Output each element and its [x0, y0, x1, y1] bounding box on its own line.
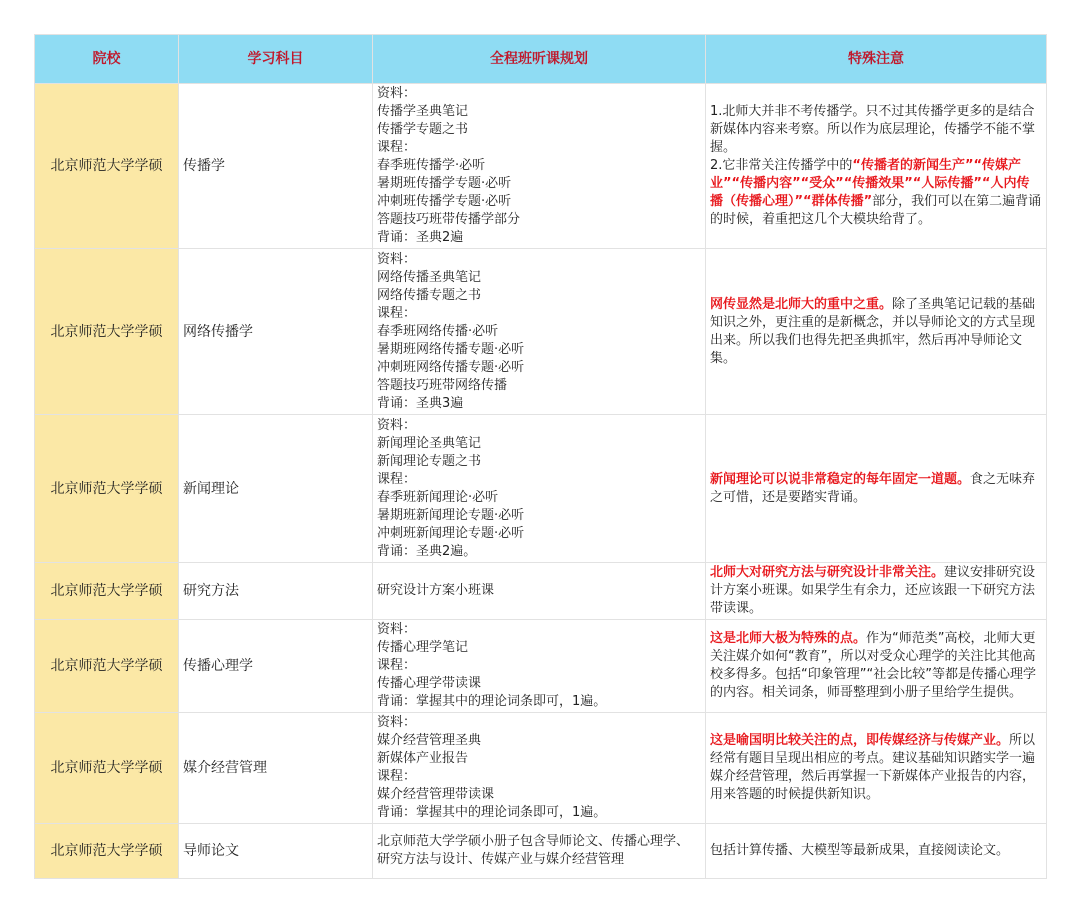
study-plan-table	[34, 34, 1047, 879]
plan-line: 课程：	[377, 658, 417, 673]
plan-line: 资料：	[377, 86, 417, 101]
note-paragraph-2	[710, 157, 1042, 229]
school-cell: 北京师范大学学硕	[35, 713, 179, 824]
school-cell: 北京师范大学学硕	[35, 415, 179, 563]
plan-line: 背诵：圣典2遍。	[377, 543, 477, 559]
plan-line: 资料：	[377, 417, 417, 433]
plan-line: 媒介经营管理圣典	[377, 733, 482, 748]
plan-line: 背诵：掌握其中的理论词条即可，1遍。	[377, 694, 607, 709]
subject-cell: 传播学	[179, 84, 373, 249]
plan-line: 网络传播专题之书	[377, 287, 482, 303]
table-row	[35, 620, 1047, 713]
header-school: 院校	[35, 35, 179, 84]
note-text: 部分，我们可以在第二遍背诵的时候，着重把这几个大模块给背了。	[710, 194, 1042, 227]
plan-cell	[373, 415, 706, 563]
plan-line: 冲刺班网络传播专题·必听	[377, 359, 525, 375]
table-row	[35, 713, 1047, 824]
plan-cell	[373, 249, 706, 415]
note-highlight: 新闻理论可以说非常稳定的每年固定一道题。	[710, 471, 971, 487]
plan-line: 背诵：圣典2遍	[377, 230, 464, 245]
note-highlight: 北师大对研究方法与研究设计非常关注。	[710, 565, 945, 580]
note-cell	[706, 415, 1047, 563]
plan-line: 背诵：掌握其中的理论词条即可，1遍。	[377, 805, 607, 820]
plan-line: 课程：	[377, 769, 417, 784]
header-row	[35, 35, 1047, 84]
note-highlight: 这是喻国明比较关注的点，即传媒经济与传媒产业。	[710, 733, 1010, 748]
note-highlight: 这是北师大极为特殊的点。	[710, 631, 867, 646]
plan-line: 春季班新闻理论·必听	[377, 489, 499, 505]
header-subject: 学习科目	[179, 35, 373, 84]
plan-line: 资料：	[377, 622, 417, 637]
note-cell	[706, 620, 1047, 713]
note-paragraph-1: 1.北师大并非不考传播学。只不过其传播学更多的是结合新媒体内容来考察。所以作为底层理论，传播学不能不掌握。	[710, 104, 1036, 155]
plan-line: 传播心理学笔记	[377, 640, 469, 655]
table-row	[35, 84, 1047, 249]
note-text: 所以经常有题目呈现出相应的考点。建议基础知识踏实学一遍媒介经营管理，然后再掌握一下新媒体产业报告的内容，用来答题的时候提供新知识。	[710, 733, 1036, 802]
plan-line: 网络传播圣典笔记	[377, 269, 482, 285]
table-row	[35, 824, 1047, 879]
note-highlight: “传播者的新闻生产”“传媒产业”“传播内容”“受众”“传播效果”“人际传播”“人内传播（传播心理）”“群体传播”	[710, 158, 1030, 209]
subject-cell: 传播心理学	[179, 620, 373, 713]
plan-line: 传播学圣典笔记	[377, 104, 469, 119]
subject-cell: 导师论文	[179, 824, 373, 879]
note-cell	[706, 713, 1047, 824]
subject-cell: 媒介经营管理	[179, 713, 373, 824]
plan-cell	[373, 620, 706, 713]
subject-cell: 研究方法	[179, 563, 373, 620]
plan-cell: 北京师范大学学硕小册子包含导师论文、传播心理学、研究方法与设计、传媒产业与媒介经营管理	[373, 824, 706, 879]
school-cell: 北京师范大学学硕	[35, 249, 179, 415]
plan-line: 答题技巧班带传播学部分	[377, 212, 521, 227]
plan-line: 暑期班网络传播专题·必听	[377, 341, 525, 357]
note-text: 建议安排研究设计方案小班课。如果学生有余力，还应该跟一下研究方法带读课。	[710, 565, 1036, 616]
school-cell: 北京师范大学学硕	[35, 84, 179, 249]
plan-line: 暑期班传播学专题·必听	[377, 176, 512, 191]
note-cell: 包括计算传播、大模型等最新成果，直接阅读论文。	[706, 824, 1047, 879]
note-text: 2.它非常关注传播学中的	[710, 158, 853, 173]
plan-line: 课程：	[377, 305, 417, 321]
plan-line: 春季班网络传播·必听	[377, 323, 499, 339]
note-cell	[706, 84, 1047, 249]
school-cell: 北京师范大学学硕	[35, 620, 179, 713]
plan-line: 课程：	[377, 471, 417, 487]
plan-line: 冲刺班传播学专题·必听	[377, 194, 512, 209]
plan-line: 传播学专题之书	[377, 122, 469, 137]
header-notes: 特殊注意	[706, 35, 1047, 84]
plan-line: 资料：	[377, 251, 417, 267]
plan-line: 媒介经营管理带读课	[377, 787, 495, 802]
table-row	[35, 415, 1047, 563]
header-plan: 全程班听课规划	[373, 35, 706, 84]
subject-cell: 新闻理论	[179, 415, 373, 563]
plan-line: 背诵：圣典3遍	[377, 395, 464, 411]
plan-cell	[373, 84, 706, 249]
school-cell: 北京师范大学学硕	[35, 824, 179, 879]
plan-line: 暑期班新闻理论专题·必听	[377, 507, 525, 523]
plan-line: 课程：	[377, 140, 417, 155]
note-text: 除了圣典笔记记载的基础知识之外，更注重的是新概念，并以导师论文的方式呈现出来。所以我们也得先把圣典抓牢，然后再冲导师论文集。	[710, 296, 1036, 366]
plan-line: 冲刺班新闻理论专题·必听	[377, 525, 525, 541]
note-cell	[706, 563, 1047, 620]
note-text: 作为“师范类”高校，北师大更关注媒介如何“教育”，所以对受众心理学的关注比其他高校多得多。包括“印象管理”“社会比较”等都是传播心理学的内容。相关词条，师哥整理到小册子里给学生提供。	[710, 631, 1036, 700]
plan-line: 资料：	[377, 715, 417, 730]
subject-cell: 网络传播学	[179, 249, 373, 415]
plan-cell	[373, 713, 706, 824]
plan-line: 新闻理论专题之书	[377, 453, 482, 469]
note-cell	[706, 249, 1047, 415]
plan-cell	[373, 563, 706, 620]
note-highlight: 网传显然是北师大的重中之重。	[710, 296, 893, 312]
plan-line: 春季班传播学·必听	[377, 158, 486, 173]
note-text: 食之无味弃之可惜，还是要踏实背诵。	[710, 471, 1036, 505]
plan-line: 答题技巧班带网络传播	[377, 377, 508, 393]
school-cell: 北京师范大学学硕	[35, 563, 179, 620]
plan-line: 传播心理学带读课	[377, 676, 482, 691]
table-row	[35, 563, 1047, 620]
table-row	[35, 249, 1047, 415]
plan-line: 研究设计方案小班课	[377, 583, 495, 598]
plan-line: 新闻理论圣典笔记	[377, 435, 482, 451]
plan-line: 新媒体产业报告	[377, 751, 469, 766]
